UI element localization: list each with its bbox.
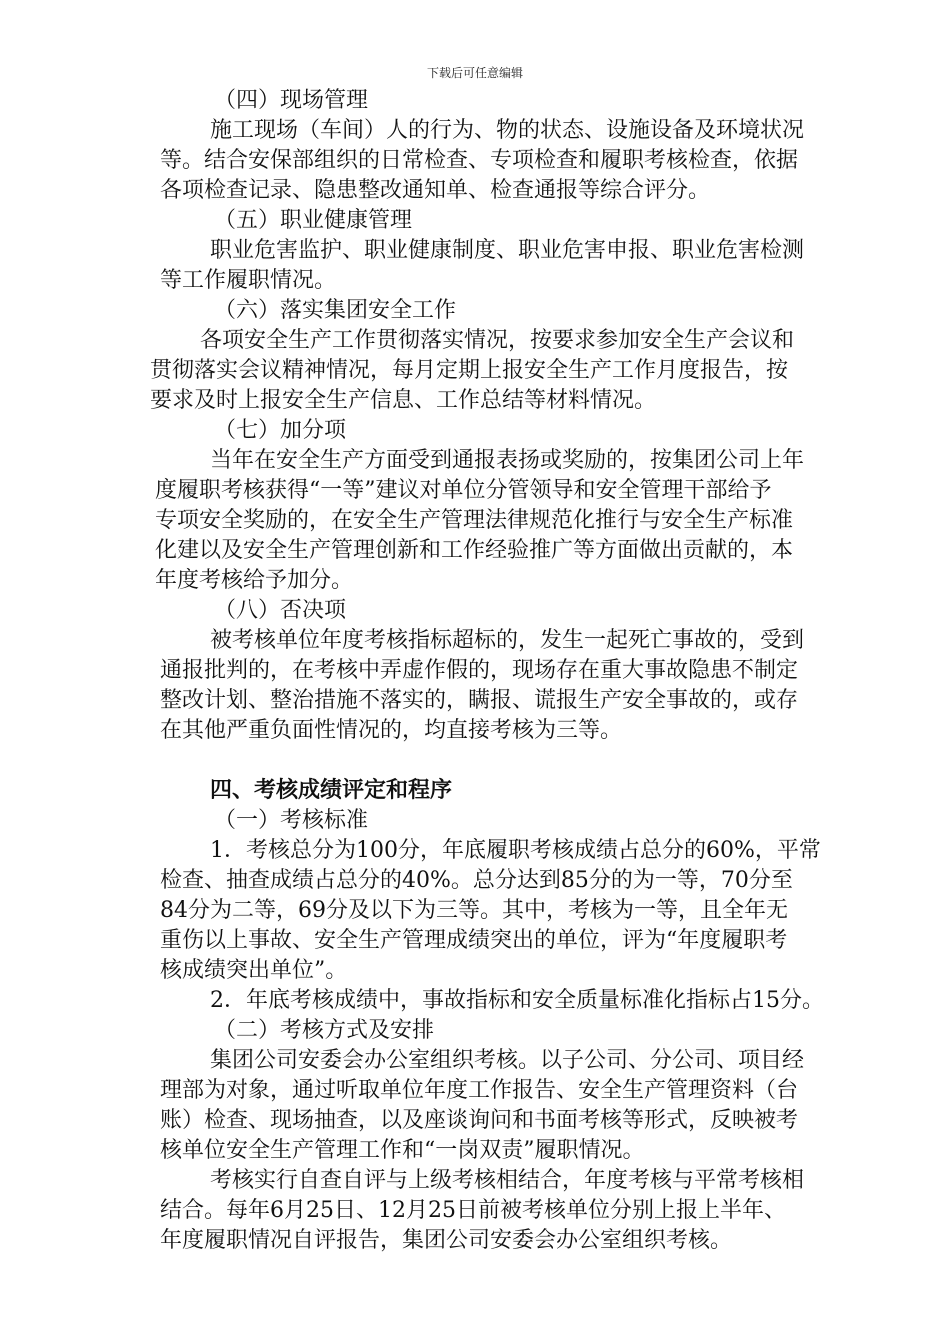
section-heading: （八）否决项 — [214, 598, 347, 623]
section-heading: （四）现场管理 — [214, 88, 369, 113]
paragraph-line: 职业危害监护、职业健康制度、职业危害申报、职业危害检测 — [210, 238, 805, 263]
paragraph-line: 等。结合安保部组织的日常检查、专项检查和履职考核检查，依据 — [160, 148, 799, 173]
paragraph-line: 年度履职情况自评报告，集团公司安委会办公室组织考核。 — [160, 1228, 733, 1253]
paragraph-line: 等工作履职情况。 — [160, 268, 337, 293]
paragraph-line: 化建以及安全生产管理创新和工作经验推广等方面做出贡献的，本 — [155, 538, 794, 563]
section-heading: （一）考核标准 — [214, 808, 369, 833]
chapter-heading: 四、考核成绩评定和程序 — [210, 778, 453, 803]
paragraph-line: 1．考核总分为100分，年底履职考核成绩占总分的60%，平常 — [210, 838, 821, 863]
paragraph-line: 当年在安全生产方面受到通报表扬或奖励的，按集团公司上年 — [210, 448, 805, 473]
section-heading: （七）加分项 — [214, 418, 347, 443]
section-heading: （六）落实集团安全工作 — [214, 298, 457, 323]
paragraph-line: 2．年底考核成绩中，事故指标和安全质量标准化指标占15分。 — [210, 988, 824, 1013]
paragraph-line: 贯彻落实会议精神情况，每月定期上报安全生产工作月度报告，按 — [150, 358, 789, 383]
paragraph-line: 各项安全生产工作贯彻落实情况，按要求参加安全生产会议和 — [200, 328, 795, 353]
paragraph-line: 结合。每年6月25日、12月25日前被考核单位分别上报上半年、 — [160, 1198, 786, 1223]
paragraph-line: 集团公司安委会办公室组织考核。以子公司、分公司、项目经 — [210, 1048, 805, 1073]
paragraph-line: 84分为二等，69分及以下为三等。其中，考核为一等，且全年无 — [160, 898, 788, 923]
paragraph-line: 年度考核给予加分。 — [155, 568, 354, 593]
paragraph-line: 检查、抽查成绩占总分的40%。总分达到85分的为一等，70分至 — [160, 868, 793, 893]
paragraph-line: 度履职考核获得“一等”建议对单位分管领导和安全管理干部给予 — [155, 478, 772, 503]
paragraph-line: 整改计划、整治措施不落实的，瞒报、谎报生产安全事故的，或存 — [160, 688, 799, 713]
paragraph-line: 核成绩突出单位”。 — [160, 958, 348, 983]
section-heading: （五）职业健康管理 — [214, 208, 413, 233]
paragraph-line: 账）检查、现场抽查，以及座谈询问和书面考核等形式，反映被考 — [160, 1108, 799, 1133]
paragraph-line: 专项安全奖励的，在安全生产管理法律规范化推行与安全生产标准 — [155, 508, 794, 533]
paragraph-line: 通报批判的，在考核中弄虚作假的，现场存在重大事故隐患不制定 — [160, 658, 799, 683]
paragraph-line: 施工现场（车间）人的行为、物的状态、设施设备及环境状况 — [210, 118, 805, 143]
paragraph-line: 重伤以上事故、安全生产管理成绩突出的单位，评为“年度履职考 — [160, 928, 788, 953]
paragraph-line: 核单位安全生产管理工作和“一岗双责”履职情况。 — [160, 1138, 645, 1163]
paragraph-line: 考核实行自查自评与上级考核相结合，年度考核与平常考核相 — [210, 1168, 805, 1193]
section-heading: （二）考核方式及安排 — [214, 1018, 435, 1043]
paragraph-line: 要求及时上报安全生产信息、工作总结等材料情况。 — [150, 388, 657, 413]
paragraph-line: 在其他严重负面性情况的，均直接考核为三等。 — [160, 718, 623, 743]
paragraph-line: 各项检查记录、隐患整改通知单、检查通报等综合评分。 — [160, 178, 711, 203]
page-header: 下载后可任意编辑 — [426, 66, 523, 80]
paragraph-line: 理部为对象，通过听取单位年度工作报告、安全生产管理资料（台 — [160, 1078, 799, 1103]
paragraph-line: 被考核单位年度考核指标超标的，发生一起死亡事故的，受到 — [210, 628, 805, 653]
